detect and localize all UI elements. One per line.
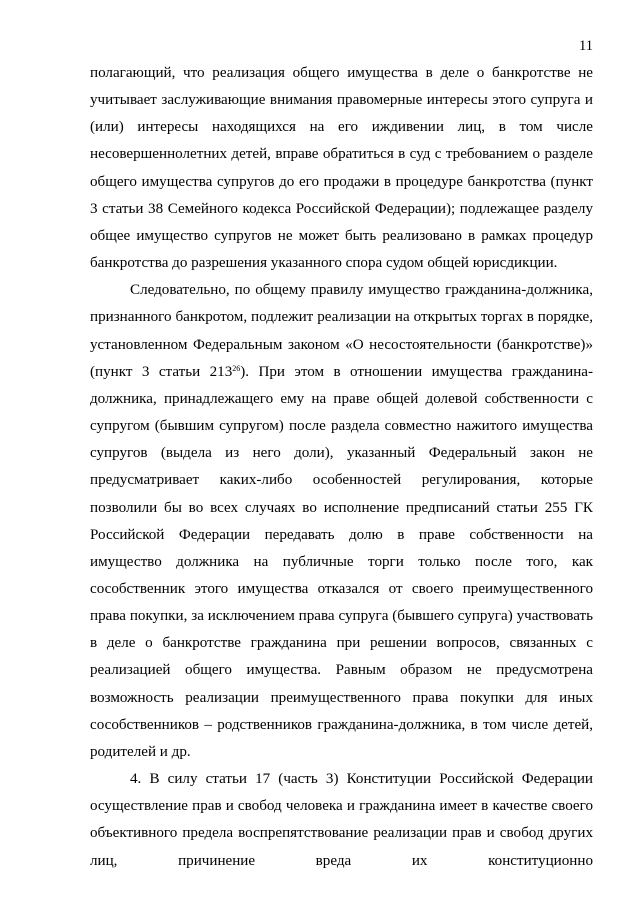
paragraph-spouse-property-division: полагающий, что реализация общего имущества в деле о банкротстве не учитывает заслуживающие внимания правомерные интересы этого супруга и (или) интересы находящихся на его иждивении лиц, в том числе несовершеннолетних детей, вправе обратиться в суд с требованием о разделе общего имущества супругов до его продажи в процедуре банкротства (пункт 3 статьи 38 Семейного кодекса Российской Федерации); подлежащее разделу общее имущество супругов не может быть реализовано в рамках процедур банкротства до разрешения указанного спора судом общей юрисдикции. [90,65,593,272]
paragraph-text-after-footnote: ). При этом в отношении имущества гражданина-должника, принадлежащего ему на праве общей долевой собственности с супругом (бывшим супругом) после раздела совместно нажитого имущества супругов (выдела из него доли), указанный Федеральный закон не предусматривает каких-либо особенностей регулирования, которые позволили бы во всех случаях во исполнение предписаний статьи 255 ГК Российской Федерации передавать долю в праве собственности на имущество должника на публичные торги только после того, как сособственник этого имущества отказался от своего преимущественного права покупки, за исключением права супруга (бывшего супруга) участвовать в деле о банкротстве гражданина при решении вопросов, связанных с реализацией общего имущества. Равным образом не предусмотрена возможность реализации преимущественного права покупки для иных сособственников – родственников гражданина-должника, в том числе детей, родителей и др. [90,363,594,760]
page-number: 11 [579,38,593,54]
paragraph-text-before-footnote: Следовательно, по общему правилу имущество гражданина-должника, признанного банкротом, подлежит реализации на открытых торгах в порядке, установленном Федеральным законом «О несостоятельности (банкротстве)» (пункт 3 статьи 213 [90,282,593,380]
paragraph-bankruptcy-auction [90,277,593,766]
paragraph-constitution-article-17: 4. В силу статьи 17 (часть 3) Конституции Российской Федерации осуществление прав и свобод человека и гражданина имеет в качестве своего объективного предела воспрепятствование реализации прав и свобод других лиц, причинение вреда их конституционно [90,771,593,869]
footnote-marker: 26 [232,363,241,373]
document-body [90,60,593,875]
